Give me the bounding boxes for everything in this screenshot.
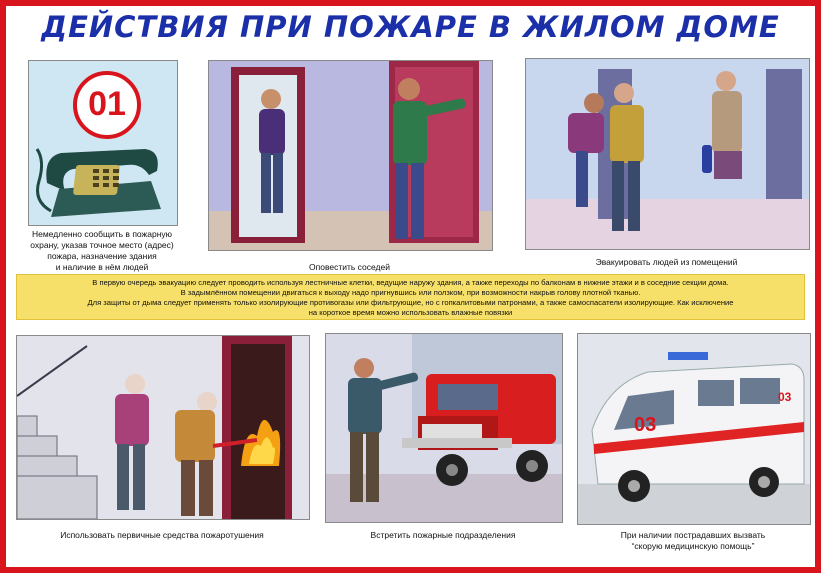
- badge-01: 01: [73, 71, 141, 139]
- caption-line: Немедленно сообщить в пожарную: [31, 229, 173, 239]
- panel-call-fire-service: [28, 60, 178, 226]
- firetruck-illustration: [326, 334, 562, 522]
- caption-firetruck: Встретить пожарные подразделения: [370, 530, 516, 540]
- extinguish-illustration: [17, 336, 309, 519]
- panel-evacuate-people: [525, 58, 810, 250]
- panel-call-ambulance: [577, 333, 811, 525]
- badge-03: 03: [634, 414, 657, 436]
- caption-line: и наличие в нём людей: [55, 262, 149, 272]
- evacuation-notice: [16, 274, 805, 320]
- notice-line: В первую очередь эвакуацию следует проводить используя лестничные клетки, ведущие наружу здания, а также переходы по балконам в нижние этажи и в соседние секции дома.: [92, 278, 729, 287]
- poster-title: ДЕЙСТВИЯ ПРИ ПОЖАРЕ В ЖИЛОМ ДОМЕ: [41, 10, 780, 44]
- caption-line: “скорую медицинскую помощь”: [631, 541, 755, 551]
- panel-use-extinguishers: [16, 335, 310, 520]
- badge-03-side: 03: [778, 390, 792, 404]
- notice-line: на короткое время можно использовать влажные повязки: [308, 308, 513, 317]
- caption-call: [18, 229, 186, 273]
- panel-notify-neighbors: [208, 60, 493, 251]
- caption-line: При наличии пострадавших вызвать: [620, 530, 766, 540]
- caption-line: пожара, назначение здания: [47, 251, 157, 261]
- ambulance-illustration: [578, 334, 810, 524]
- notice-line: Для защиты от дыма следует применять только изолирующие противогазы или фильтрующие, но с гопкалитовыми патронами, а также самоспасатели изолирующие. Как исключение: [87, 298, 734, 307]
- evacuate-illustration: [526, 59, 809, 249]
- caption-ambulance: [577, 530, 809, 552]
- caption-line: охрану, указав точное место (адрес): [30, 240, 174, 250]
- panel-meet-firefighters: [325, 333, 563, 523]
- caption-notify-neighbors: Оповестить соседей: [309, 262, 390, 272]
- caption-extinguish: Использовать первичные средства пожаротушения: [60, 530, 264, 540]
- notice-line: В задымлённом помещении двигаться к выходу надо пригнувшись или ползком, при возможности накрыв голову плотной тканью.: [180, 288, 641, 297]
- neighbors-illustration: [209, 61, 492, 250]
- telephone-icon: [29, 61, 177, 225]
- caption-evacuate: Эвакуировать людей из помещений: [595, 257, 738, 267]
